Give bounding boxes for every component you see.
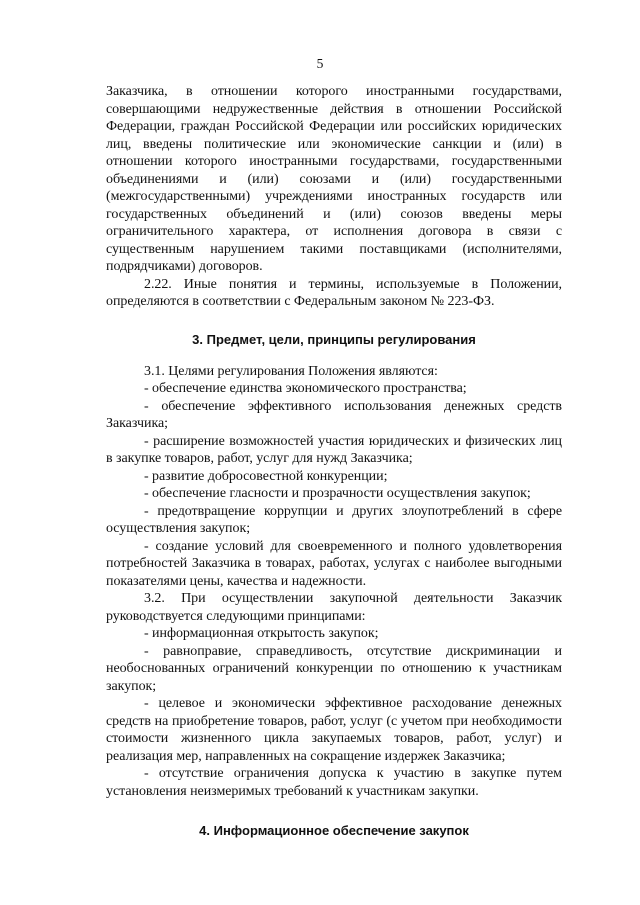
section-3-heading: 3. Предмет, цели, принципы регулирования — [192, 331, 476, 347]
page-number: 5 — [316, 56, 324, 71]
paragraph-continuation: Заказчика, в отношении которого иностранными государствами, совершающими недружественные действия в отношении Российской Федерации, граждан Российской Федерации или российских юридических лиц, введены политические или экономические санкции и (или) в отношении которого иностранными государствами, государственными объединениями и (или) союзами и (или) государственными (межгосударственными) учреждениями иностранных государств или государственных объединений и (или) союзов введены меры ограничительного характера, от исполнения договора в связи с существенным нарушением такими поставщиками (исполнителями, подрядчиками) договоров. — [106, 84, 562, 274]
list-item: - обеспечение эффективного использования денежных средств Заказчика; — [106, 398, 562, 431]
list-item: - расширение возможностей участия юридических и физических лиц в закупке товаров, работ, услуг для нужд Заказчика; — [106, 433, 562, 466]
paragraph-2-22: 2.22. Иные понятия и термины, используемые в Положении, определяются в соответствии с Федеральным законом № 223-ФЗ. — [106, 276, 562, 309]
list-item: - развитие добросовестной конкуренции; — [144, 468, 388, 484]
list-item: - обеспечение единства экономического пространства; — [144, 381, 467, 396]
section-4-heading: 4. Информационное обеспечение закупок — [199, 823, 469, 838]
list-item: - информационная открытость закупок; — [144, 626, 379, 641]
list-item: - отсутствие ограничения допуска к участию в закупке путем установления неизмеримых требований к участникам закупки. — [106, 766, 562, 799]
paragraph-3-1: 3.1. Целями регулирования Положения являются: — [144, 363, 438, 379]
list-item: - предотвращение коррупции и других злоупотреблений в сфере осуществления закупок; — [106, 503, 562, 536]
paragraph-3-2: 3.2. При осуществлении закупочной деятельности Заказчик руководствуется следующими принципами: — [106, 591, 562, 624]
list-item: - целевое и экономически эффективное расходование денежных средств на приобретение товаров, работ, услуг (с учетом при необходимости стоимости жизненного цикла закупаемых товаров, работ, услуг) и реализация мер, направленных на сокращение издержек Заказчика; — [106, 696, 562, 764]
document-body — [106, 83, 562, 839]
list-item: - создание условий для своевременного и полного удовлетворения потребностей Заказчика в товарах, работах, услугах с наиболее выгодными показателями цены, качества и надежности. — [106, 538, 562, 589]
list-item: - обеспечение гласности и прозрачности осуществления закупок; — [144, 486, 531, 501]
list-item: - равноправие, справедливость, отсутствие дискриминации и необоснованных ограничений конкуренции по отношению к участникам закупок; — [106, 643, 562, 694]
